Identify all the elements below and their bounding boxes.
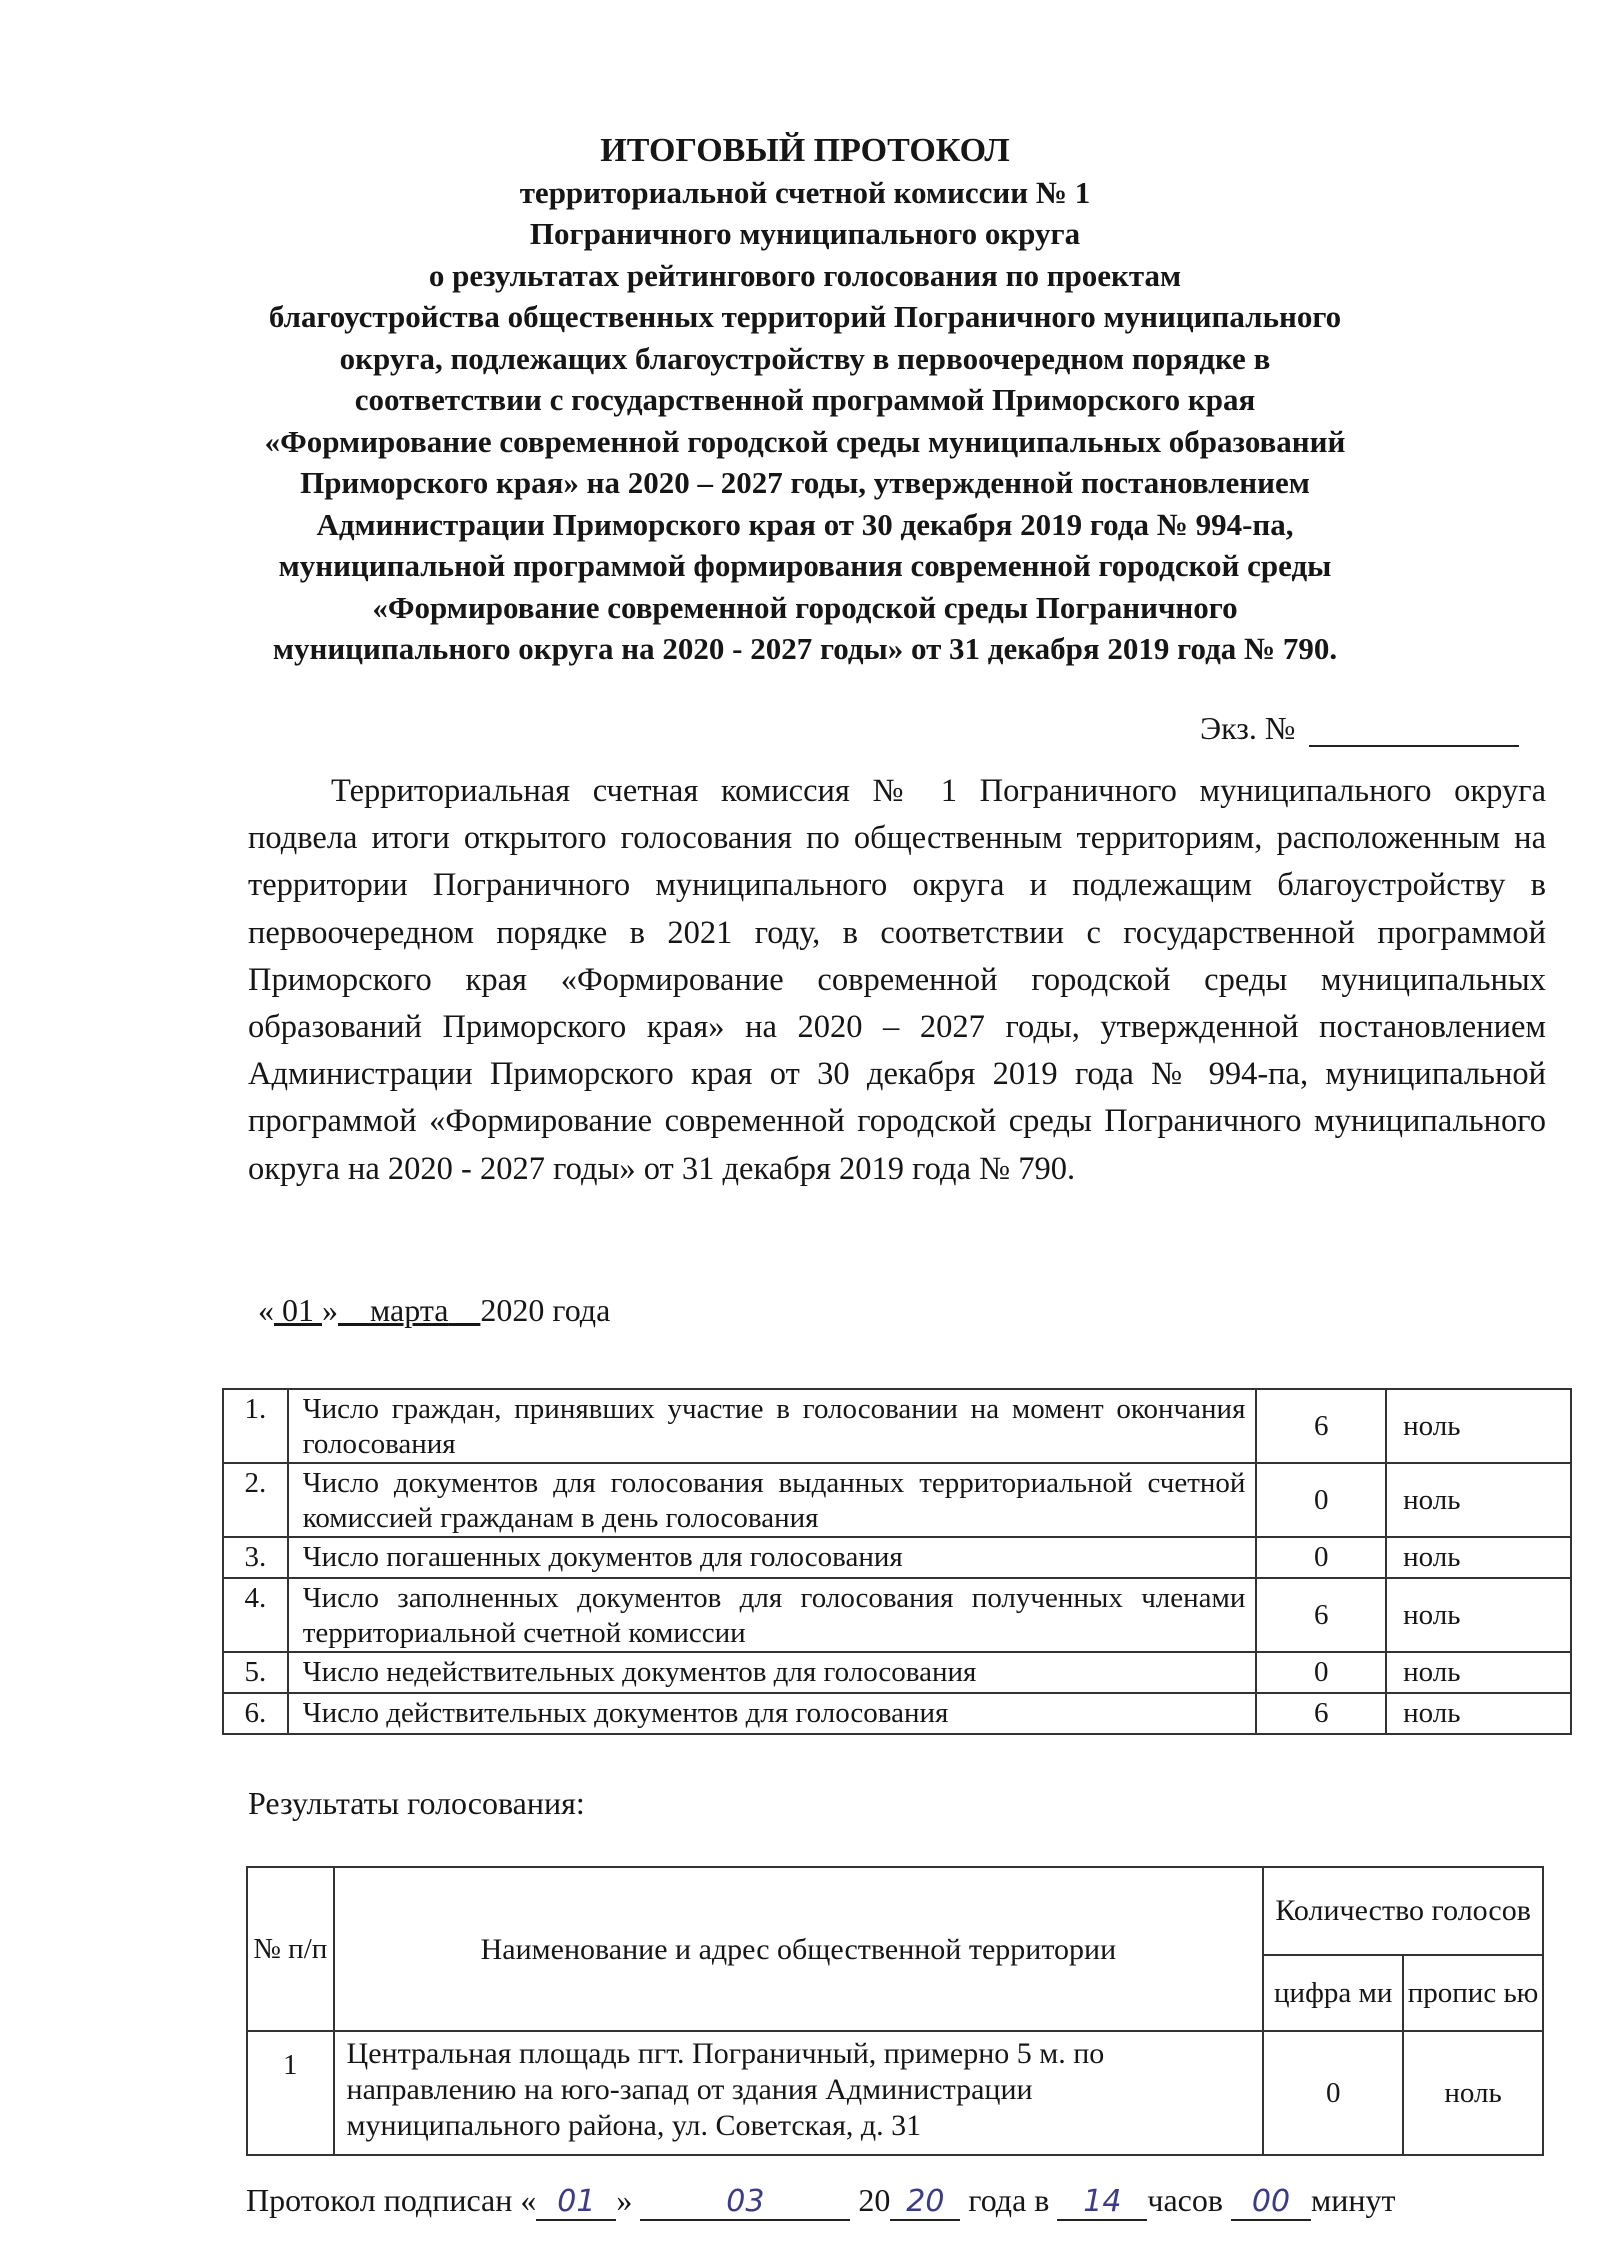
document-title <box>240 130 1370 670</box>
date-quote-close: » <box>322 1292 338 1328</box>
row-words: ноль <box>1386 1389 1571 1463</box>
table-row <box>223 1693 1571 1734</box>
signed-minutes-label: минут <box>1310 2182 1396 2218</box>
title-line: о результатах рейтингового голосования по проектам <box>428 257 1182 293</box>
row-value: 6 <box>1256 1389 1386 1463</box>
copy-number-blank <box>1309 715 1519 747</box>
title-line: «Формирование современной городской среды Пограничного <box>372 589 1238 625</box>
signed-day: 01 <box>536 2184 616 2221</box>
row-number: 4. <box>223 1578 288 1652</box>
title-line: Приморского края» на 2020 – 2027 годы, утвержденной постановлением <box>300 465 1310 500</box>
row-words: ноль <box>1386 1693 1571 1734</box>
date-month-wrap <box>338 1292 480 1328</box>
date-quote-open: « <box>258 1292 274 1328</box>
row-text: Число граждан, принявших участие в голосовании на момент окончания голосования <box>288 1389 1257 1463</box>
header-vote-count: Количество голосов <box>1263 1867 1543 1955</box>
row-number: 3. <box>223 1537 288 1578</box>
row-number: 2. <box>223 1463 288 1537</box>
results-heading: Результаты голосования: <box>248 1785 585 1821</box>
signed-minute: 00 <box>1231 2184 1311 2221</box>
header-digits: цифра ми <box>1263 1955 1403 2031</box>
signed-hour: 14 <box>1057 2184 1147 2221</box>
row-value: 0 <box>1256 1463 1386 1537</box>
title-line: округа, подлежащих благоустройству в первоочередном порядке в <box>339 340 1271 376</box>
signed-year-prefix: 20 <box>858 2182 891 2218</box>
row-value: 0 <box>1256 1537 1386 1578</box>
row-text: Число заполненных документов для голосования полученных членами территориальной счетной комиссии <box>288 1578 1257 1652</box>
result-number: 1 <box>247 2031 334 2155</box>
title-main: ИТОГОВЫЙ ПРОТОКОЛ <box>600 132 1010 169</box>
row-text: Число недействительных документов для голосования <box>288 1652 1257 1693</box>
header-number: № п/п <box>247 1867 334 2031</box>
title-line: муниципальной программой формирования современной городской среды <box>278 548 1332 583</box>
row-number: 5. <box>223 1652 288 1693</box>
title-line: благоустройства общественных территорий Пограничного муниципального <box>268 299 1342 334</box>
result-territory: Центральная площадь пгт. Пограничный, примерно 5 м. по направлению на юго-запад от здания Администрации муниципального района, ул. Советская, д. 31 <box>334 2031 1264 2155</box>
copy-number <box>1200 710 1519 747</box>
row-words: ноль <box>1386 1463 1571 1537</box>
table-row <box>247 2031 1543 2155</box>
title-line: муниципального округа на 2020 - 2027 годы» от 31 декабря 2019 года № 790. <box>272 631 1338 666</box>
copy-number-label: Экз. № <box>1200 710 1296 746</box>
row-number: 6. <box>223 1693 288 1734</box>
row-value: 6 <box>1256 1578 1386 1652</box>
row-number: 1. <box>223 1389 288 1463</box>
title-line: «Формирование современной городской среды муниципальных образований <box>264 423 1346 459</box>
signed-prefix: Протокол подписан « <box>246 2182 537 2218</box>
intro-paragraph: Территориальная счетная комиссия № 1 Пограничного муниципального округа подвела итоги открытого голосования по общественным территориям, расположенным на территории Пограничного муниципального округа и подлежащим благоустройству в первоочередном порядке в 2021 году, в соответствии с государственной программой Приморского края «Формирование современной городской среды муниципальных образований Приморского края» на 2020 – 2027 годы, утвержденной постановлением Администрации Приморского края от 30 декабря 2019 года № 994-па, муниципальной программой «Формирование современной городской среды Пограничного муниципального округа на 2020 - 2027 годы» от 31 декабря 2019 года № 790. <box>248 773 1546 1187</box>
signed-year-suffix: года в <box>968 2182 1050 2218</box>
row-words: ноль <box>1386 1578 1571 1652</box>
signed-hours-label: часов <box>1147 2182 1223 2218</box>
table-row <box>223 1463 1571 1537</box>
signed-month: 03 <box>640 2184 850 2221</box>
row-text: Число погашенных документов для голосования <box>288 1537 1257 1578</box>
row-value: 6 <box>1256 1693 1386 1734</box>
results-table <box>246 1866 1544 2156</box>
signed-quote-close: » <box>616 2182 633 2218</box>
table-row <box>223 1537 1571 1578</box>
signature-line <box>246 2182 1395 2221</box>
table-row <box>223 1389 1571 1463</box>
row-value: 0 <box>1256 1652 1386 1693</box>
table-header-row <box>247 1867 1543 1955</box>
row-words: ноль <box>1386 1537 1571 1578</box>
protocol-date <box>258 1292 610 1329</box>
signed-year: 20 <box>890 2184 960 2221</box>
title-line: соответствии с государственной программой Приморского края <box>354 382 1256 417</box>
row-words: ноль <box>1386 1652 1571 1693</box>
result-words: ноль <box>1403 2031 1543 2155</box>
title-line: Пограничного муниципального округа <box>529 216 1081 251</box>
date-day: 01 <box>274 1292 322 1328</box>
result-digits: 0 <box>1263 2031 1403 2155</box>
title-line: территориальной счетной комиссии № 1 <box>519 174 1091 210</box>
date-month: марта <box>370 1292 449 1328</box>
row-text: Число действительных документов для голосования <box>288 1693 1257 1734</box>
table-row <box>223 1578 1571 1652</box>
table-row <box>223 1652 1571 1693</box>
summary-table <box>222 1388 1572 1735</box>
title-line: Администрации Приморского края от 30 декабря 2019 года № 994-па, <box>316 506 1294 542</box>
header-name: Наименование и адрес общественной территории <box>334 1867 1264 2031</box>
date-year: 2020 года <box>480 1292 611 1328</box>
row-text: Число документов для голосования выданных территориальной счетной комиссией гражданам в день голосования <box>288 1463 1257 1537</box>
header-words: пропис ью <box>1403 1955 1543 2031</box>
